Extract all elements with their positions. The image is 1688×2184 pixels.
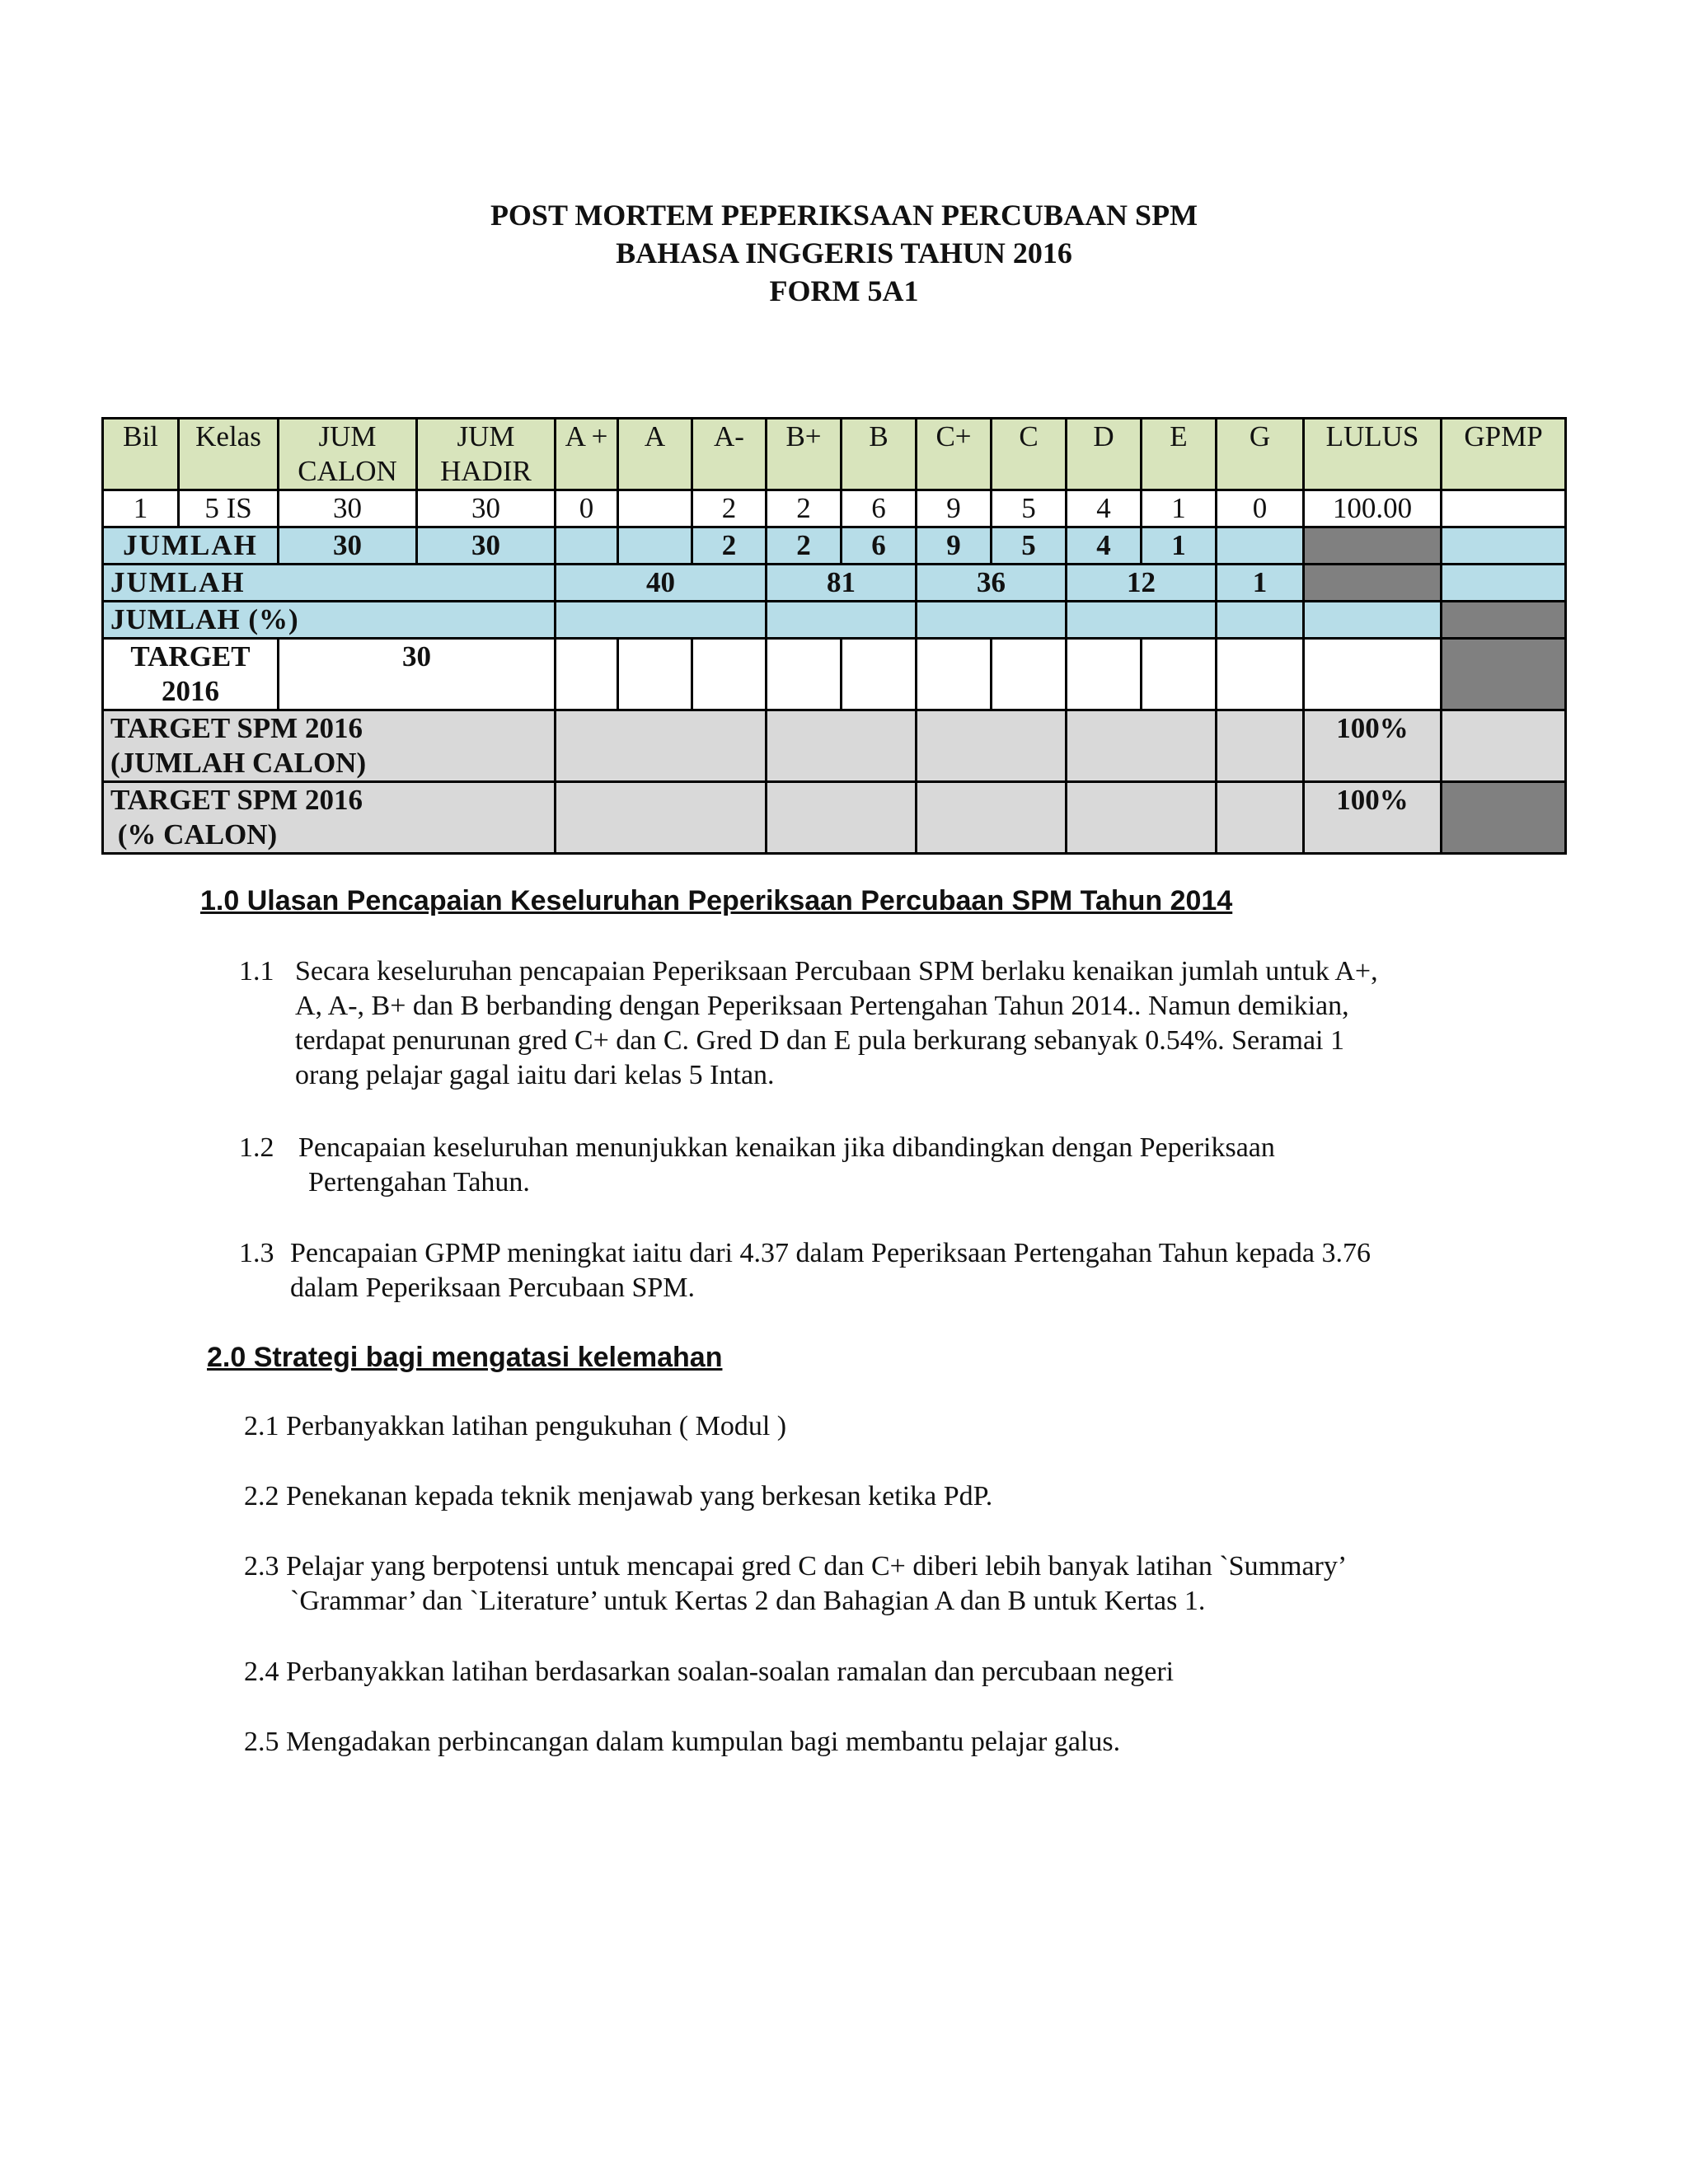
table-cell <box>556 639 618 710</box>
title-line-1: POST MORTEM PEPERIKSAAN PERCUBAAN SPM <box>490 199 1198 232</box>
target-value: 30 <box>279 639 556 710</box>
table-cell: 100% <box>1304 782 1442 854</box>
target-spm-pct-label <box>103 782 556 854</box>
table-cell: 30 <box>417 527 556 565</box>
table-cell: 2 <box>692 527 767 565</box>
table-cell <box>992 639 1067 710</box>
paragraph-number: 1.3 <box>239 1238 274 1268</box>
header-cell: Bil <box>103 419 179 490</box>
table-cell: 1 <box>1142 527 1217 565</box>
jumlah-label: JUMLAH <box>103 527 279 565</box>
table-cell <box>917 782 1067 854</box>
paragraph-line: A, A-, B+ dan B berbanding dengan Peperiksaan Pertengahan Tahun 2014.. Namun demikian, <box>295 991 1349 1021</box>
header-cell: C+ <box>917 419 992 490</box>
table-cell: 5 <box>992 490 1067 527</box>
label-line: TARGET SPM 2016 <box>110 712 363 744</box>
paragraph-1-3 <box>239 1236 1508 1305</box>
table-cell: 0 <box>556 490 618 527</box>
table-cell: 1 <box>1217 565 1304 602</box>
table-cell <box>556 710 767 782</box>
paragraph-number: 1.1 <box>239 956 274 987</box>
jumlah-row <box>103 527 1566 565</box>
table-cell <box>1442 639 1566 710</box>
jumlah-label: JUMLAH <box>103 565 556 602</box>
table-cell: 6 <box>842 490 917 527</box>
strategy-item: 2.3 Pelajar yang berpotensi untuk mencapai gred C dan C+ diberi lebih banyak latihan `Summary’ <box>244 1551 1348 1582</box>
header-cell: B+ <box>767 419 842 490</box>
table-cell <box>556 602 767 639</box>
table-cell: 30 <box>279 527 417 565</box>
paragraph-number: 1.2 <box>239 1132 274 1163</box>
table-cell: 9 <box>917 527 992 565</box>
table-cell <box>618 639 692 710</box>
table-cell <box>556 782 767 854</box>
section-2-heading: 2.0 Strategi bagi mengatasi kelemahan <box>207 1342 723 1373</box>
header-cell: A + <box>556 419 618 490</box>
table-cell: 2 <box>767 490 842 527</box>
table-cell: 100% <box>1304 710 1442 782</box>
table-cell: 12 <box>1067 565 1217 602</box>
table-cell: 0 <box>1217 490 1304 527</box>
header-cell: Kelas <box>179 419 279 490</box>
table-cell: 2 <box>692 490 767 527</box>
target-spm-calon-label <box>103 710 556 782</box>
table-cell <box>1442 782 1566 854</box>
table-cell <box>1442 602 1566 639</box>
header-cell: A- <box>692 419 767 490</box>
table-cell <box>1304 565 1442 602</box>
table-cell <box>1217 639 1304 710</box>
jumlah-group-row <box>103 565 1566 602</box>
table-cell: 5 IS <box>179 490 279 527</box>
table-cell <box>767 782 917 854</box>
paragraph-line: orang pelajar gagal iaitu dari kelas 5 Intan. <box>295 1060 775 1090</box>
target-row <box>103 639 1566 710</box>
header-cell: B <box>842 419 917 490</box>
table-cell <box>1442 565 1566 602</box>
table-cell <box>917 602 1067 639</box>
table-cell: 2 <box>767 527 842 565</box>
paragraph-line: Pencapaian keseluruhan menunjukkan kenaikan jika dibandingkan dengan Peperiksaan <box>298 1132 1275 1163</box>
table-cell <box>1442 710 1566 782</box>
table-cell <box>767 710 917 782</box>
title-line-2: BAHASA INGGERIS TAHUN 2016 <box>616 237 1072 269</box>
table-cell <box>1067 710 1217 782</box>
header-cell: C <box>992 419 1067 490</box>
table-cell <box>767 602 917 639</box>
table-cell: 6 <box>842 527 917 565</box>
strategy-item: 2.4 Perbanyakkan latihan berdasarkan soalan-soalan ramalan dan percubaan negeri <box>244 1657 1175 1687</box>
table-cell <box>767 639 842 710</box>
paragraph-line: dalam Peperiksaan Percubaan SPM. <box>290 1272 695 1303</box>
paragraph-line: Pencapaian GPMP meningkat iaitu dari 4.37 dalam Peperiksaan Pertengahan Tahun kepada 3.76 <box>290 1238 1371 1268</box>
result-table <box>101 417 1567 855</box>
table-cell: 1 <box>1142 490 1217 527</box>
table-cell <box>1067 782 1217 854</box>
table-cell: 9 <box>917 490 992 527</box>
header-cell: JUM HADIR <box>417 419 556 490</box>
table-cell <box>917 710 1067 782</box>
strategy-item: 2.5 Mengadakan perbincangan dalam kumpulan bagi membantu pelajar galus. <box>244 1727 1121 1757</box>
table-cell: 40 <box>556 565 767 602</box>
table-header-row <box>103 419 1566 490</box>
table-cell: 36 <box>917 565 1067 602</box>
table-cell: 30 <box>417 490 556 527</box>
header-cell: E <box>1142 419 1217 490</box>
paragraph-line: Pertengahan Tahun. <box>308 1167 530 1197</box>
target-spm-pct-row <box>103 782 1566 854</box>
table-cell <box>692 639 767 710</box>
paragraph-line: Secara keseluruhan pencapaian Peperiksaan Percubaan SPM berlaku kenaikan jumlah untuk A+, <box>295 956 1378 987</box>
table-cell <box>618 527 692 565</box>
table-cell <box>618 490 692 527</box>
paragraph-1-1 <box>239 954 1508 1093</box>
strategy-item: 2.2 Penekanan kepada teknik menjawab yang berkesan ketika PdP. <box>244 1481 993 1511</box>
strategy-item: 2.1 Perbanyakkan latihan pengukuhan ( Modul ) <box>244 1411 787 1441</box>
label-line: TARGET SPM 2016 <box>110 784 363 816</box>
table-cell: 30 <box>279 490 417 527</box>
strategy-item-continued: `Grammar’ dan `Literature’ untuk Kertas 2 dan Bahagian A dan B untuk Kertas 1. <box>290 1586 1206 1616</box>
header-cell: A <box>618 419 692 490</box>
paragraph-line: terdapat penurunan gred C+ dan C. Gred D dan E pula berkurang sebanyak 0.54%. Seramai 1 <box>295 1025 1344 1056</box>
table-cell <box>556 527 618 565</box>
table-cell <box>1217 782 1304 854</box>
table-cell <box>1217 710 1304 782</box>
table-cell: 81 <box>767 565 917 602</box>
header-cell: LULUS <box>1304 419 1442 490</box>
header-cell: GPMP <box>1442 419 1566 490</box>
label-line: (JUMLAH CALON) <box>110 747 367 779</box>
table-cell <box>1142 639 1217 710</box>
paragraph-1-2 <box>239 1131 1508 1200</box>
header-cell: JUM CALON <box>279 419 417 490</box>
table-cell <box>1304 639 1442 710</box>
table-cell <box>1217 602 1304 639</box>
table-cell: 4 <box>1067 527 1142 565</box>
table-cell: 4 <box>1067 490 1142 527</box>
table-cell <box>842 639 917 710</box>
target-label: TARGET 2016 <box>103 639 279 710</box>
header-cell: G <box>1217 419 1304 490</box>
table-cell: 1 <box>103 490 179 527</box>
table-row <box>103 490 1566 527</box>
section-1-heading: 1.0 Ulasan Pencapaian Keseluruhan Peperiksaan Percubaan SPM Tahun 2014 <box>200 885 1233 916</box>
jumlah-pct-row <box>103 602 1566 639</box>
table-cell <box>1442 490 1566 527</box>
table-cell <box>917 639 992 710</box>
table-cell <box>1067 639 1142 710</box>
target-spm-calon-row <box>103 710 1566 782</box>
table-cell: 5 <box>992 527 1067 565</box>
jumlah-pct-label: JUMLAH (%) <box>103 602 556 639</box>
table-cell <box>1304 602 1442 639</box>
table-cell <box>1304 527 1442 565</box>
table-cell <box>1442 527 1566 565</box>
label-line: (% CALON) <box>110 818 278 851</box>
table-cell: 100.00 <box>1304 490 1442 527</box>
title-line-3: FORM 5A1 <box>769 274 919 307</box>
header-cell: D <box>1067 419 1142 490</box>
table-cell <box>1217 527 1304 565</box>
document-title <box>0 196 1688 310</box>
table-cell <box>1067 602 1217 639</box>
